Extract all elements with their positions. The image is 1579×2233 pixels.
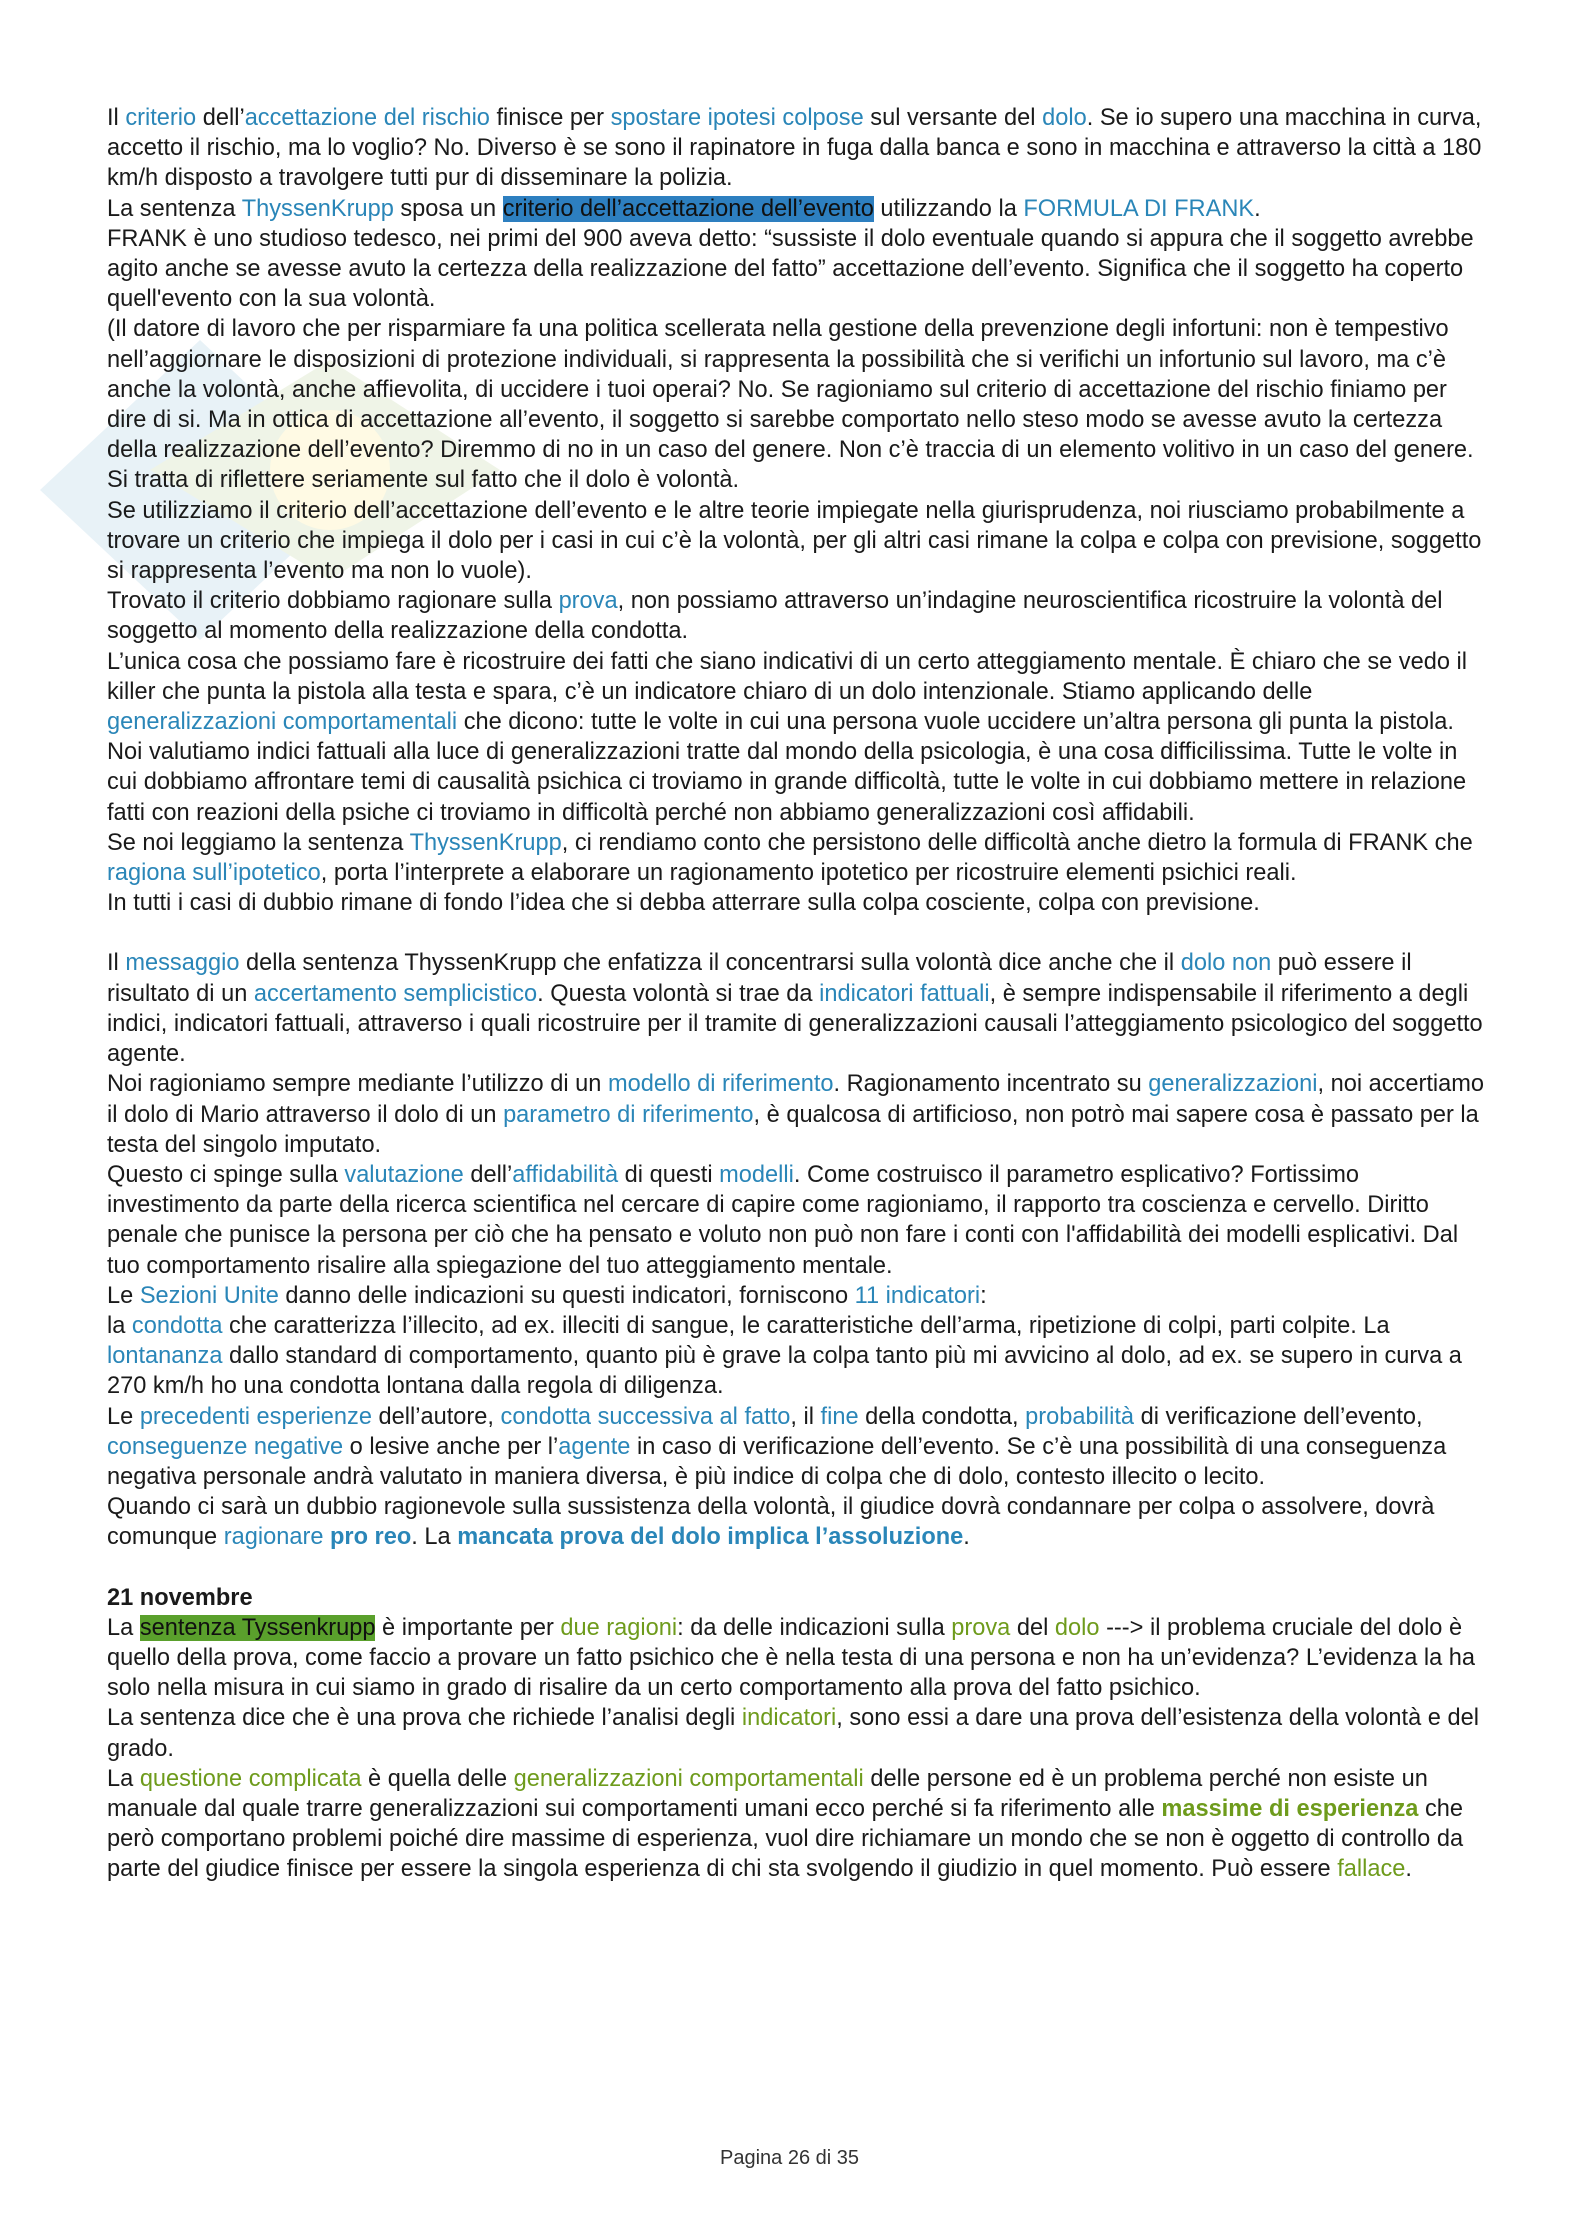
key-term: criterio — [125, 105, 197, 131]
key-term: ThyssenKrupp — [409, 829, 562, 856]
key-term: prova — [558, 588, 618, 615]
text-run: (Il datore di lavoro che per risparmiare fa una politica scellerata nella gestione della prevenzione degli infortuni: non è tempestivo nell’aggiornare le disposizioni di protezione individuali, si rappresenta la possibilità che si verifichi un infortunio sul lavoro, ma c’è anche la volontà, anche affievolita, di uccidere i tuoi operai? No. Se ragioniamo sul criterio di accettazione del rischio finiamo per dire di si. Ma in ottica di accettazione all’evento, il soggetto si sarebbe comportato nello steso modo se avesse avuto la certezza della realizzazione dell’evento? Diremmo di no in un caso del genere. Non c’è traccia di un elemento volitivo in un caso del genere. Si tratta di riflettere seriamente sul fatto che il dolo è volontà. — [107, 316, 1474, 494]
text-run: : — [980, 1282, 987, 1309]
paragraph — [107, 1703, 1487, 1763]
key-term: probabilità — [1025, 1403, 1135, 1430]
paragraph-gap — [107, 1553, 1487, 1583]
text-run: , il — [790, 1403, 821, 1430]
text-run: Il — [107, 950, 126, 977]
document-body — [107, 103, 1487, 1885]
key-term: conseguenze negative — [107, 1433, 344, 1460]
text-run: della sentenza ThyssenKrupp che enfatizza il concentrarsi sulla volontà dice anche che il — [239, 950, 1181, 977]
text-run: che caratterizza l’illecito, ad ex. illeciti di sangue, le caratteristiche dell’arma, ripetizione di colpi, parti colpite. La — [222, 1312, 1390, 1339]
text-run: , non possiamo attraverso un’indagine neuroscientifica ricostruire la volontà del soggetto al momento della realizzazione della condotta. — [107, 588, 1443, 645]
key-term: generalizzazioni — [1148, 1071, 1318, 1098]
key-term: fine — [820, 1403, 859, 1430]
text-run: FRANK è uno studioso tedesco, nei primi del 900 aveva detto: “sussiste il dolo eventuale quando si appura che il soggetto avrebbe agito anche se avesse avuto la certezza della realizzazione del fatto” accettazione dell’evento. Significa che il soggetto ha coperto quell'evento con la sua volontà. — [107, 225, 1474, 313]
text-run: . Come costruisco il parametro esplicativo? Fortissimo investimento da parte della ricerca scientifica nel cercare di capire come ragioniamo, il rapporto tra coscienza e cervello. Diritto penale che punisce la persona per ciò che ha pensato e voluto non può non fare i conti con l'affidabilità dei modelli esplicativi. Dal tuo comportamento risalire alla spiegazione del tuo atteggiamento mentale. — [107, 1161, 1459, 1279]
paragraph — [107, 1764, 1487, 1885]
text-run: dell’autore, — [371, 1403, 501, 1430]
key-term: generalizzazioni comportamentali — [107, 709, 458, 736]
key-term: questione complicata — [139, 1765, 362, 1792]
text-run: , ci rendiamo conto che persistono delle difficoltà anche dietro la formula di FRANK che — [561, 829, 1473, 856]
text-run: Il — [107, 105, 126, 131]
text-run: utilizzando la — [873, 195, 1024, 222]
text-run: che però comportano problemi poiché dire massime di esperienza, vuol dire richiamare un mondo che se non è oggetto di controllo da parte del giudice finisce per essere la singola esperienza di chi sta svolgendo il giudizio in quel momento. Può essere — [107, 1795, 1464, 1883]
text-run: . — [1405, 1856, 1412, 1883]
text-run: Quando ci sarà un dubbio ragionevole sulla sussistenza della volontà, il giudice dovrà condannare per colpa o assolvere, dovrà comunque — [107, 1494, 1435, 1551]
text-run: La — [107, 1614, 140, 1641]
text-run: della condotta, — [858, 1403, 1026, 1430]
paragraph — [107, 314, 1487, 495]
paragraph — [107, 1069, 1487, 1160]
text-run: Se utilizziamo il criterio dell’accettazione dell’evento e le altre teorie impiegate nella giurisprudenza, noi riusciamo probabilmente a trovare un criterio che impiega il dolo per i casi in cui c’è la volontà, per gli altri casi rimane la colpa e colpa con previsione, soggetto si rappresenta l’evento ma non lo vuole). — [107, 497, 1482, 585]
key-term: modelli — [719, 1161, 794, 1188]
text-run: . Se io supero una macchina in curva, accetto il rischio, ma lo voglio? No. Diverso è se sono il rapinatore in fuga dalla banca e sono in macchina e attraverso la città a 180 km/h disposto a travolgere tutti pur di disseminare la polizia. — [107, 105, 1482, 192]
text-run: , è sempre indispensabile il riferimento a degli indici, indicatori fattuali, attraverso i quali ricostruire per il tramite di generalizzazioni causali l’atteggiamento psicologico del soggetto agente. — [107, 980, 1483, 1068]
key-term: lontananza — [107, 1343, 223, 1370]
paragraph — [107, 948, 1487, 1069]
key-term: ThyssenKrupp — [241, 195, 394, 222]
text-run: , sono essi a dare una prova dell’esistenza della volontà e del grado. — [107, 1705, 1479, 1762]
text-run: del — [1010, 1614, 1055, 1641]
key-term: agente — [558, 1433, 631, 1460]
text-run: L’unica cosa che possiamo fare è ricostruire dei fatti che siano indicativi di un certo atteggiamento mentale. È chiaro che se vedo il killer che punta la pistola alla testa e spara, c’è un indicatore chiaro di un dolo intenzionale. Stiamo applicando delle — [107, 648, 1468, 705]
text-run: In tutti i casi di dubbio rimane di fondo l’idea che si debba atterrare sulla colpa cosciente, colpa con previsione. — [107, 890, 1260, 917]
text-run: sul versante del — [863, 105, 1043, 131]
key-term: pro reo — [330, 1524, 412, 1551]
paragraph — [107, 103, 1487, 194]
key-term: due ragioni — [560, 1614, 678, 1641]
text-run: Le — [107, 1282, 140, 1309]
text-run: Noi ragioniamo sempre mediante l’utilizzo di un — [107, 1071, 608, 1098]
paragraph — [107, 1160, 1487, 1281]
page-footer: Pagina 26 di 35 — [719, 2147, 859, 2169]
key-term: prova — [951, 1614, 1011, 1641]
paragraph — [107, 1402, 1487, 1493]
paragraph — [107, 1583, 1487, 1613]
text-run: danno delle indicazioni su questi indicatori, forniscono — [278, 1282, 855, 1309]
key-term: accertamento semplicistico — [253, 980, 538, 1007]
key-term: accettazione del rischio — [244, 105, 490, 131]
key-term: spostare ipotesi colpose — [610, 105, 864, 131]
key-term: condotta — [131, 1312, 223, 1339]
key-term: dolo — [1042, 105, 1087, 131]
key-term: dolo non — [1180, 950, 1272, 977]
key-term: 11 indicatori — [854, 1282, 981, 1309]
key-term: modello di riferimento — [607, 1071, 834, 1098]
text-run: dell’ — [196, 105, 245, 131]
paragraph — [107, 1492, 1487, 1552]
text-run: la — [107, 1312, 132, 1339]
text-run: in caso di verificazione dell’evento. Se c’è una possibilità di una conseguenza negativa personale andrà valutato in maniera diversa, è più indice di colpa che di dolo, contesto illecito o lecito. — [107, 1433, 1447, 1490]
text-run: . Ragionamento incentrato su — [833, 1071, 1149, 1098]
text-run: ---> il problema cruciale del dolo è quello della prova, come faccio a provare un fatto psichico che è nella testa di una persona e non ha un’evidenza? L’evidenza la ha solo nella misura in cui siamo in grado di risalire da un certo comportamento alla prova del fatto psichico. — [107, 1614, 1476, 1702]
text-run: che dicono: tutte le volte in cui una persona vuole uccidere un’altra persona gli punta la pistola. Noi valutiamo indici fattuali alla luce di generalizzazioni tratte dal mondo della psicologia, è una cosa difficilissima. Tutte le volte in cui dobbiamo affrontare temi di causalità psichica ci troviamo in grande difficoltà, tutte le volte in cui dobbiamo mettere in relazione fatti con reazioni della psiche ci troviamo in difficoltà perché non abbiamo generalizzazioni così affidabili. — [107, 709, 1467, 826]
key-term: indicatori fattuali — [819, 980, 990, 1007]
paragraph — [107, 224, 1487, 315]
text-run: , porta l’interprete a elaborare un ragionamento ipotetico per ricostruire elementi psichici reali. — [320, 860, 1297, 887]
highlighted-term: criterio dell’accettazione dell’evento — [502, 195, 874, 222]
key-term: ragiona sull’ipotetico — [107, 860, 321, 887]
section-date: 21 novembre — [107, 1584, 253, 1611]
paragraph — [107, 1281, 1487, 1311]
text-run: La sentenza — [107, 195, 242, 222]
text-run: . — [1254, 195, 1261, 222]
key-term: messaggio — [125, 950, 240, 977]
text-run: può essere il risultato di un — [107, 950, 1412, 1007]
key-term: fallace — [1337, 1856, 1406, 1883]
paragraph — [107, 828, 1487, 888]
key-term: FORMULA DI FRANK — [1023, 195, 1255, 222]
text-run: Le — [107, 1403, 140, 1430]
key-term: precedenti esperienze — [139, 1403, 372, 1430]
text-run: finisce per — [489, 105, 611, 131]
paragraph — [107, 1311, 1487, 1402]
text-run: Questo ci spinge sulla — [107, 1161, 345, 1188]
paragraph — [107, 647, 1487, 828]
text-run: Se noi leggiamo la sentenza — [107, 829, 410, 856]
text-run: o lesive anche per l’ — [343, 1433, 559, 1460]
text-run: . Questa volontà si trae da — [537, 980, 820, 1007]
text-run: . La — [411, 1524, 458, 1551]
text-run: , noi accertiamo il dolo di Mario attraverso il dolo di un — [107, 1071, 1485, 1128]
text-run: delle persone ed è un problema perché non esiste un manuale dal quale trarre generalizzazioni sui comportamenti umani ecco perché si fa riferimento alle — [107, 1765, 1428, 1822]
key-term: affidabilità — [512, 1161, 619, 1188]
text-run: Trovato il criterio dobbiamo ragionare sulla — [107, 588, 559, 615]
key-term: condotta successiva al fatto — [500, 1403, 791, 1430]
text-run: : da delle indicazioni sulla — [677, 1614, 952, 1641]
text-run: dallo standard di comportamento, quanto più è grave la colpa tanto più mi avvicino al dolo, ad ex. se supero in curva a 270 km/h ho una condotta lontana dalla regola di diligenza. — [107, 1343, 1462, 1400]
key-term: ragionare — [223, 1524, 330, 1551]
text-run: di questi — [618, 1161, 720, 1188]
highlighted-term: sentenza Tyssenkrupp — [139, 1614, 376, 1641]
key-term: Sezioni Unite — [139, 1282, 279, 1309]
text-run: La sentenza dice che è una prova che richiede l’analisi degli — [107, 1705, 742, 1732]
key-term: mancata prova del dolo implica l’assoluzione — [457, 1524, 964, 1551]
paragraph-gap — [107, 918, 1487, 948]
text-run: . — [963, 1524, 970, 1551]
paragraph — [107, 888, 1487, 918]
text-run: , è qualcosa di artificioso, non potrò mai sapere cosa è passato per la testa del singolo imputato. — [107, 1101, 1479, 1158]
key-term: massime di esperienza — [1161, 1795, 1419, 1822]
text-run: di verificazione dell’evento, — [1134, 1403, 1423, 1430]
paragraph — [107, 496, 1487, 587]
key-term: generalizzazioni comportamentali — [513, 1765, 864, 1792]
paragraph — [107, 194, 1487, 224]
text-run: La — [107, 1765, 140, 1792]
text-run: sposa un — [393, 195, 503, 222]
key-term: dolo — [1054, 1614, 1100, 1641]
key-term: parametro di riferimento — [503, 1101, 754, 1128]
key-term: valutazione — [344, 1161, 464, 1188]
text-run: è importante per — [375, 1614, 561, 1641]
text-run: dell’ — [463, 1161, 513, 1188]
paragraph — [107, 1613, 1487, 1704]
text-run: è quella delle — [361, 1765, 514, 1792]
key-term: indicatori — [741, 1705, 837, 1732]
paragraph — [107, 586, 1487, 646]
